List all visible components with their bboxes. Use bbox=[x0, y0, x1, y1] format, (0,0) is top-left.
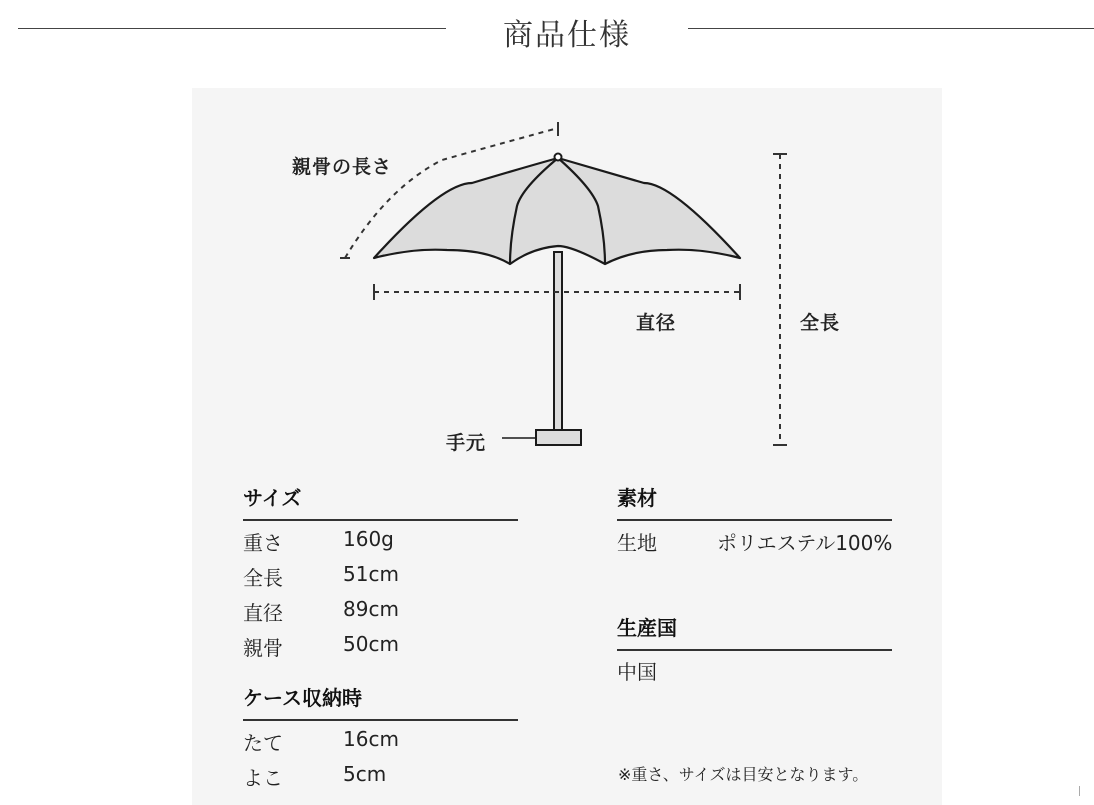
spec-label: 親骨 bbox=[243, 636, 283, 660]
spec-label: たて bbox=[243, 731, 283, 755]
umbrella-tip bbox=[555, 154, 562, 161]
edge-tick bbox=[1079, 786, 1080, 796]
spec-value: 16cm bbox=[343, 727, 399, 751]
spec-label: 全長 bbox=[243, 566, 283, 590]
handle-label: 手元 bbox=[446, 432, 487, 454]
spec-value: 89cm bbox=[343, 597, 399, 621]
spec-value: 5cm bbox=[343, 762, 387, 786]
spec-value: ポリエステル100% bbox=[717, 531, 893, 555]
umbrella-shaft bbox=[554, 252, 562, 430]
page-title: 商品仕様 bbox=[503, 18, 631, 53]
origin-value: 中国 bbox=[617, 660, 657, 684]
spec-value: 50cm bbox=[343, 632, 399, 656]
umbrella-handle-icon bbox=[536, 430, 581, 445]
spec-label: 直径 bbox=[243, 601, 283, 625]
case-heading: ケース収納時 bbox=[243, 682, 518, 721]
rib-length-label: 親骨の長さ bbox=[292, 156, 393, 178]
title-rule-left bbox=[18, 28, 446, 29]
total-length-label: 全長 bbox=[800, 312, 841, 334]
title-rule-right bbox=[688, 28, 1094, 29]
diameter-label: 直径 bbox=[636, 312, 677, 334]
umbrella-diagram bbox=[192, 88, 942, 468]
spec-value: 160g bbox=[343, 527, 394, 551]
spec-value: 51cm bbox=[343, 562, 399, 586]
material-heading: 素材 bbox=[617, 482, 892, 521]
size-note: ※重さ、サイズは目安となります。 bbox=[618, 765, 869, 784]
spec-label: 生地 bbox=[617, 531, 657, 555]
umbrella-canopy-icon bbox=[374, 158, 740, 264]
origin-heading: 生産国 bbox=[617, 612, 892, 651]
size-heading: サイズ bbox=[243, 482, 518, 521]
spec-label: よこ bbox=[243, 766, 283, 790]
spec-label: 重さ bbox=[243, 531, 283, 555]
